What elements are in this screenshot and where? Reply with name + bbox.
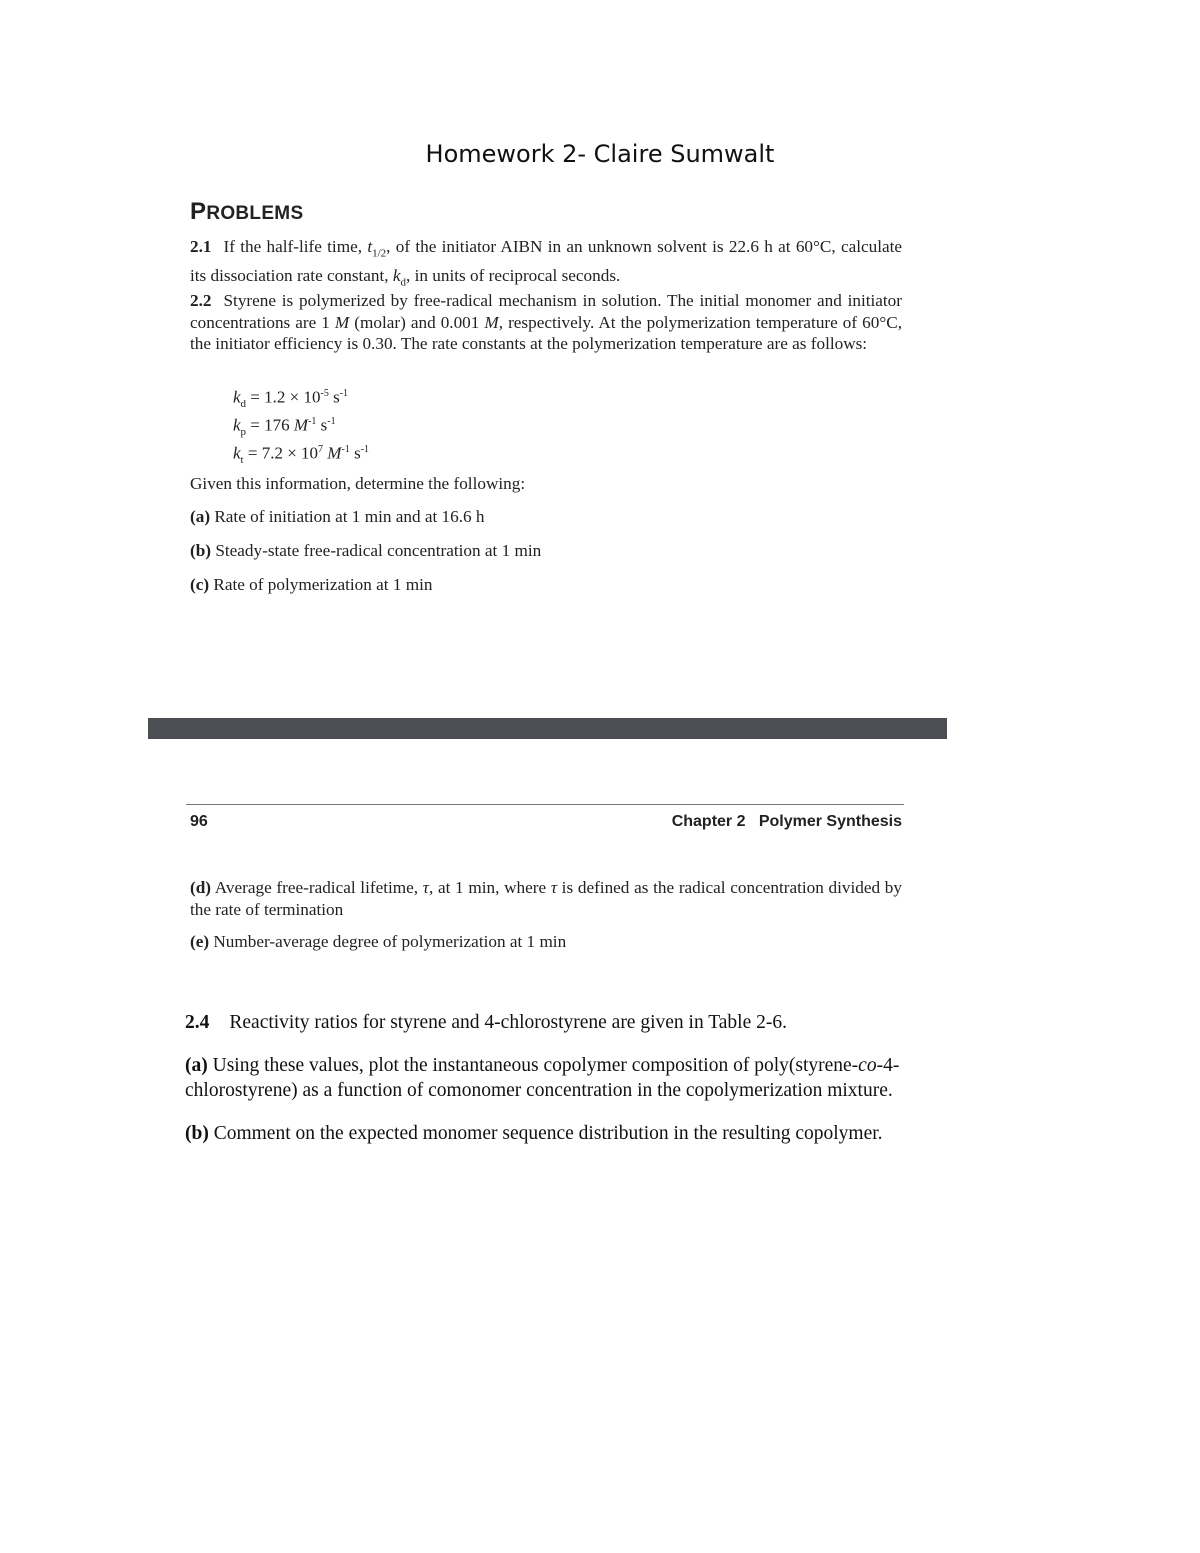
part-e: (e) Number-average degree of polymerization at 1 min <box>190 932 567 951</box>
page-number: 96 <box>190 813 208 830</box>
header-rule <box>186 804 904 805</box>
part-c: (c) Rate of polymerization at 1 min <box>190 575 433 594</box>
given-line: Given this information, determine the following: <box>190 474 526 493</box>
problem-2-4-part-b: (b) Comment on the expected monomer sequence distribution in the resulting copolymer. <box>185 1123 883 1144</box>
equation-kt: $k_t = 7.2 \times 10^7$ $M^{-1}$ $s^{-1}$ <box>233 443 370 467</box>
chapter-title: Chapter 2 Polymer Synthesis <box>671 813 902 830</box>
problem-2-4: 2.4 Reactivity ratios for styrene and 4-chlorostyrene are given in Table 2-6. <box>185 1012 788 1033</box>
problem-2-1: 2.1 If the half-life time, $t_{1/2}$, of the initiator AIBN in an unknown solvent is 22.6 h at 60°C, calculate its dissociation rate constant, $k_d$, in units of reciprocal seconds. <box>190 237 903 289</box>
equation-kp: $k_p = 176$ $M^{-1}$ $s^{-1}$ <box>233 415 336 439</box>
equation-kd: $k_d = 1.2 \times 10^{-5}$ $s^{-1}$ <box>233 387 349 411</box>
part-b: (b) Steady-state free-radical concentration at 1 min <box>190 541 542 560</box>
problem-2-4-part-a: (a) Using these values, plot the instantaneous copolymer composition of poly(styrene-co-4-chlorostyrene) as a function of comonomer concentration in the copolymerization mixture. <box>185 1055 900 1101</box>
problem-number: 2.4 <box>185 1012 210 1033</box>
part-d: (d) Average free-radical lifetime, τ, at 1 min, where τ is defined as the radical concentration divided by the rate of termination <box>190 878 902 919</box>
problem-2-2: 2.2 Styrene is polymerized by free-radical mechanism in solution. The initial monomer and initiator concentrations are 1 M (molar) and 0.001 M, respectively. At the polymerization temperature of 60°C, the initiator efficiency is 0.30. The rate constants at the polymerization temperature are as follows: <box>190 291 902 353</box>
part-a: (a) Rate of initiation at 1 min and at 16.6 h <box>190 507 485 526</box>
page-separator-bar <box>148 718 947 739</box>
problem-number: 2.1 <box>190 237 212 256</box>
page-title: Homework 2- Claire Sumwalt <box>425 140 775 168</box>
problems-heading: PROBLEMS <box>190 198 304 225</box>
problem-number: 2.2 <box>190 291 212 310</box>
